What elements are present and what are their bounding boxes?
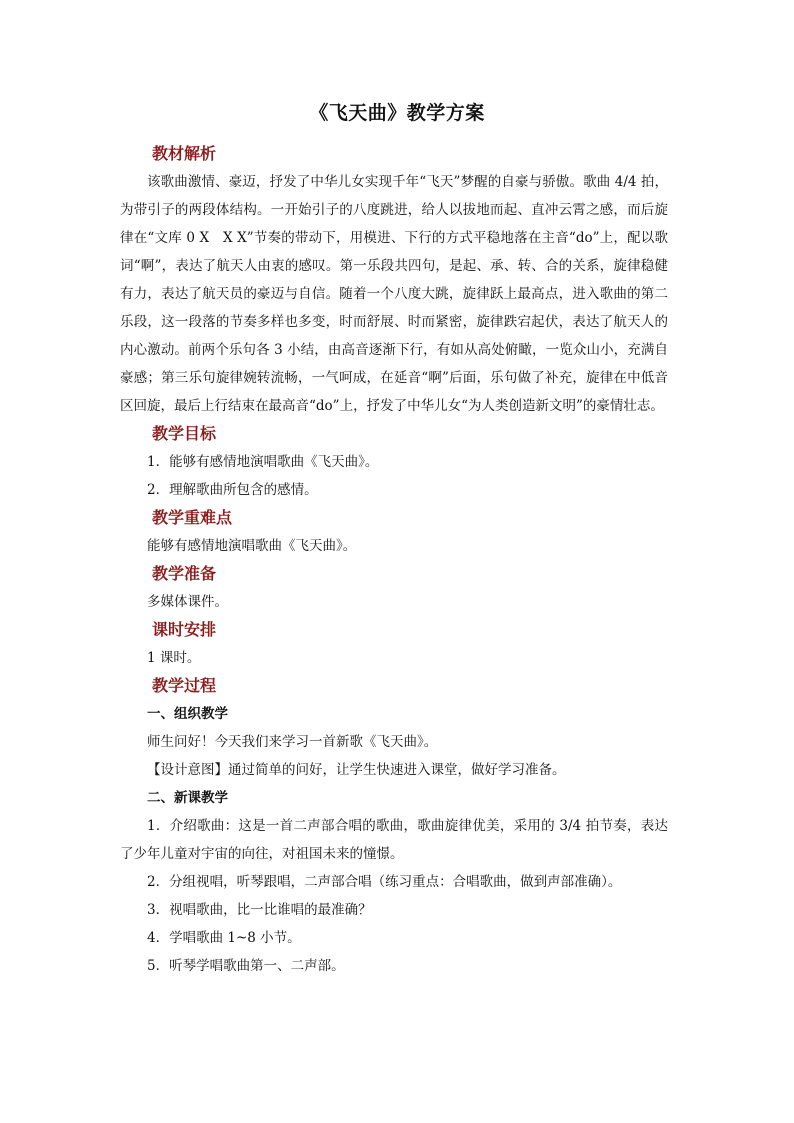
- section-heading-analysis: 教材解析: [152, 144, 217, 163]
- goal-item: 2．理解歌曲所包含的感情。: [147, 482, 318, 498]
- process-part2-item: 3．视唱歌曲，比一比谁唱的最准确？: [147, 902, 372, 918]
- section-heading-goals: 教学目标: [152, 424, 217, 443]
- schedule-text: 1 课时。: [147, 650, 201, 666]
- preparation-text: 多媒体课件。: [147, 594, 228, 610]
- section-heading-process: 教学过程: [152, 676, 217, 695]
- process-part2-item: 4．学唱歌曲 1~8 小节。: [147, 930, 301, 946]
- process-part1-line: 【设计意图】通过简单的问好，让学生快速进入课堂，做好学习准备。: [147, 762, 566, 778]
- document-body: [120, 140, 668, 980]
- process-part2-item: 2．分组视唱，听琴跟唱，二声部合唱（练习重点：合唱歌曲，做到声部准确）。: [147, 874, 622, 890]
- document-title: 《飞天曲》教学方案: [309, 102, 485, 124]
- analysis-paragraph: 该歌曲激情、豪迈，抒发了中华儿女实现千年“飞天”梦醒的自豪与骄傲。歌曲 4/4 拍，为带引子的两段体结构。一开始引子的八度跳进，给人以拔地而起、直冲云霄之感，而后旋律在“文库 0 X X X”节奏的带动下，用模进、下行的方式平稳地落在主音“do”上，配以歌词“啊”，表达了航天人由衷的感叹。第一乐段共四句，是起、承、转、合的关系，旋律稳健有力，表达了航天员的豪迈与自信。随着一个八度大跳，旋律跃上最高点，进入歌曲的第二乐段，这一段落的节奏多样也多变，时而舒展、时而紧密，旋律跌宕起伏，表达了航天人的内心激动。前两个乐句各 3 小结，由高音逐渐下行，有如从高处俯瞰，一览众山小，充满自豪感；第三乐句旋律婉转流畅，一气呵成，在延音“啊”后面，乐句做了补充，旋律在中低音区回旋，最后上行结束在最高音“do”上，抒发了中华儿女“为人类创造新文明”的豪情壮志。: [120, 174, 668, 414]
- process-part2-title: 二、新课教学: [147, 790, 228, 806]
- section-heading-schedule: 课时安排: [152, 620, 217, 639]
- process-part2-item: 5．听琴学唱歌曲第一、二声部。: [147, 958, 345, 974]
- goal-item: 1．能够有感情地演唱歌曲《飞天曲》。: [147, 454, 379, 470]
- section-heading-preparation: 教学准备: [152, 564, 217, 583]
- process-part1-title: 一、组织教学: [147, 706, 228, 722]
- keypoints-text: 能够有感情地演唱歌曲《飞天曲》。: [147, 538, 357, 554]
- section-heading-keypoints: 教学重难点: [152, 508, 233, 527]
- process-part1-line: 师生问好！今天我们来学习一首新歌《飞天曲》。: [147, 734, 438, 750]
- process-part2-item: 1．介绍歌曲：这是一首二声部合唱的歌曲，歌曲旋律优美，采用的 3/4 拍节奏，表达了少年儿童对宇宙的向往，对祖国未来的憧憬。: [120, 818, 668, 862]
